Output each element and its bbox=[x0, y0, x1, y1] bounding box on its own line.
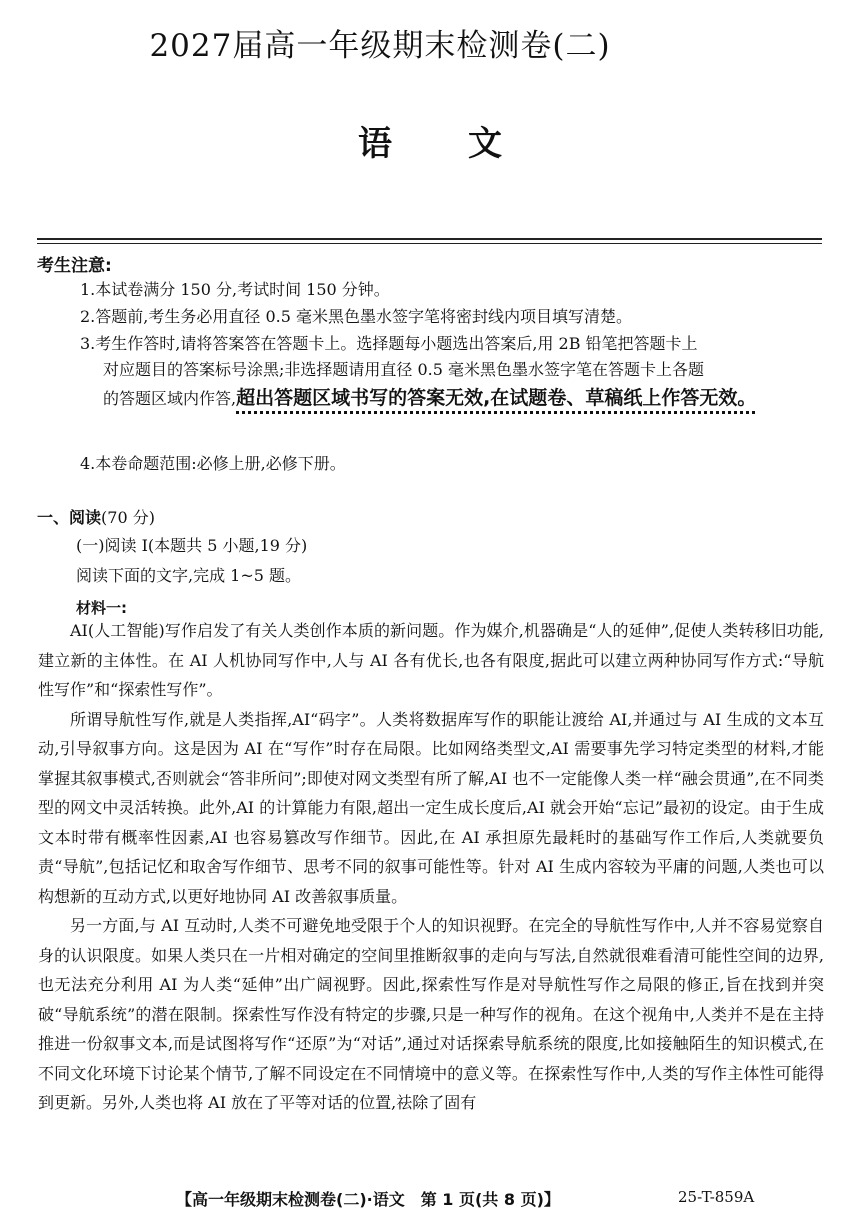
notice-item-3: 3.考生作答时,请将答案答在答题卡上。选择题每小题选出答案后,用 2B 铅笔把答题卡上 bbox=[80, 334, 698, 353]
notice-item-3-tail bbox=[103, 382, 828, 415]
passage-body bbox=[38, 616, 824, 1118]
notice-emphasis: 超出答题区域书写的答案无效,在试题卷、草稿纸上作答无效。 bbox=[236, 387, 757, 409]
notice-item-2: 2.答题前,考生务必用直径 0.5 毫米黑色墨水签字笔将密封线内项目填写清楚。 bbox=[80, 307, 632, 326]
notice-item-3-continued: 对应题目的答案标号涂黑;非选择题请用直径 0.5 毫米黑色墨水签字笔在答题卡上各题 bbox=[103, 360, 705, 379]
notice-item-4: 4.本卷命题范围:必修上册,必修下册。 bbox=[80, 454, 346, 473]
passage-paragraph-2: 所谓导航性写作,就是人类指挥,AI“码字”。人类将数据库写作的职能让渡给 AI,并通过与 AI 生成的文本互动,引导叙事方向。这是因为 AI 在“写作”时存在局限。比如网络类型文,AI 需要事先学习特定类型的材料,才能掌握其叙事模式,否则就会“答非所问”;即使对网文类型有所了解,AI 也不一定能像人类一样“融会贯通”,在不同类型的网文中灵活转换。此外,AI 的计算能力有限,超出一定生成长度后,AI 就会开始“忘记”最初的设定。由于生成文本时带有概率性因素,AI 也容易篡改写作细节。因此,在 AI 承担原先最耗时的基础写作工作后,人类就要负责“导航”,包括记忆和取舍写作细节、思考不同的叙事可能性等。针对 AI 生成内容较为平庸的问题,人类也可以构想新的互动方式,以更好地协同 AI 改善叙事质量。 bbox=[38, 709, 824, 906]
passage-paragraph-3: 另一方面,与 AI 互动时,人类不可避免地受限于个人的知识视野。在完全的导航性写作中,人并不容易觉察自身的认识限度。如果人类只在一片相对确定的空间里推断叙事的走向与写法,自然就很难看清可能性空间的边界,也无法充分利用 AI 为人类“延伸”出广阔视野。因此,探索性写作是对导航性写作之局限的修正,旨在找到并突破“导航系统”的潜在限制。探索性写作没有特定的步骤,只是一种写作的视角。在这个视角中,人类并不是在主持推进一份叙事文本,而是试图将写作“还原”为“对话”,通过对话探索导航系统的限度,比如接触陌生的知识模式,在不同文化环境下讨论某个情节,了解不同设定在不同情境中的意义等。在探索性写作中,人类的写作主体性可能得到更新。另外,人类也将 AI 放在了平等对话的位置,祛除了固有 bbox=[38, 916, 824, 1112]
notice-item-1: 1.本试卷满分 150 分,考试时间 150 分钟。 bbox=[80, 280, 390, 299]
section-score: (70 分) bbox=[101, 508, 155, 527]
notice-item-3-plain: 的答题区域内作答, bbox=[103, 389, 237, 408]
subsection-title: (一)阅读 I(本题共 5 小题,19 分) bbox=[76, 536, 308, 555]
passage-paragraph-1: AI(人工智能)写作启发了有关人类创作本质的新问题。作为媒介,机器确是“人的延伸”,促使人类转移旧功能,建立新的主体性。在 AI 人机协同写作中,人与 AI 各有优长,也各有限度,据此可以建立两种协同写作方式:“导航性写作”和“探索性写作”。 bbox=[38, 621, 824, 699]
section-title: 一、阅读 bbox=[37, 508, 102, 527]
subject-title: 语文 bbox=[358, 124, 578, 164]
exam-title: 2027届高一年级期末检测卷(二) bbox=[149, 28, 611, 64]
page-footer: 【高一年级期末检测卷(二)·语文 第 1 页(共 8 页)】 bbox=[176, 1190, 560, 1209]
header-divider-thin bbox=[37, 243, 822, 244]
section-heading bbox=[37, 505, 155, 528]
header-divider-thick bbox=[37, 238, 822, 240]
reading-instruction: 阅读下面的文字,完成 1~5 题。 bbox=[76, 566, 302, 585]
material-label: 材料一: bbox=[76, 599, 127, 617]
notice-heading: 考生注意: bbox=[37, 256, 112, 276]
paper-code: 25-T-859A bbox=[678, 1188, 755, 1206]
